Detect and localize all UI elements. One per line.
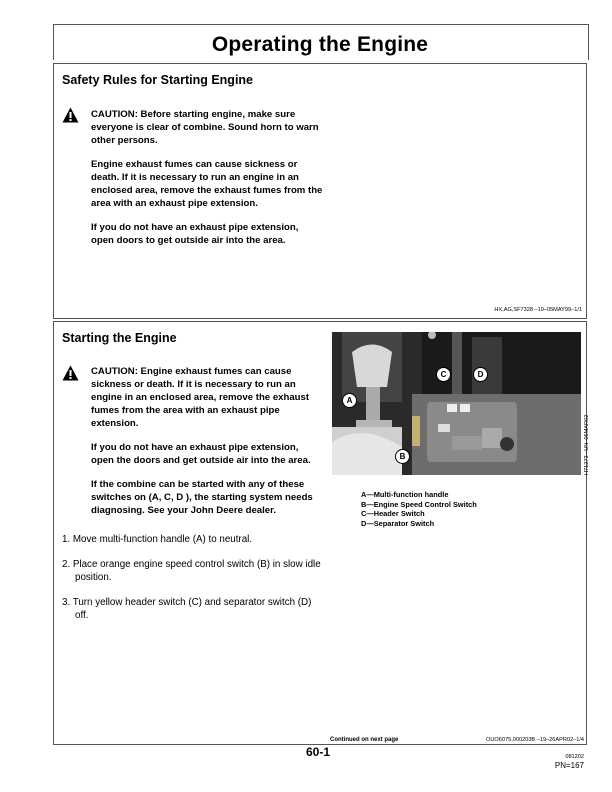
legend-item: B—Engine Speed Control Switch [361, 499, 477, 509]
callout-b: B [395, 449, 410, 464]
section-heading-starting: Starting the Engine [62, 331, 177, 345]
warning-triangle-icon [62, 107, 79, 123]
date-code: 081202 [565, 754, 584, 760]
caution-paragraph: If you do not have an exhaust pipe extension, open doors to get outside air into the area. [91, 222, 299, 246]
caution-paragraph: If the combine can be started with any of these switches on (A, C, D ), the starting system needs diagnosing. See your John Deere dealer. [91, 479, 313, 516]
callout-d: D [473, 367, 488, 382]
cab-controls-photo [332, 332, 581, 475]
reference-code: HX,AG,SF7328 –19–05MAY99–1/1 [494, 307, 582, 313]
caution-text-starting [91, 365, 323, 528]
caution-paragraph: If you do not have an exhaust pipe extension, open the doors and get outside air into the area. [91, 442, 311, 466]
page-number: 60-1 [306, 745, 331, 759]
steps-list [62, 533, 324, 634]
section-heading-safety: Safety Rules for Starting Engine [62, 73, 254, 87]
cab-controls-illustration [332, 332, 581, 475]
reference-code: OUO6075,000203B –19–26APR02–1/4 [486, 737, 584, 743]
list-item: 1. Move multi-function handle (A) to neutral. [62, 534, 253, 545]
list-item: 2. Place orange engine speed control switch (B) in slow idle position. [62, 559, 321, 583]
part-number: PN=167 [554, 761, 584, 770]
figure-legend [361, 490, 477, 528]
warning-triangle-icon [62, 365, 79, 381]
page-title: Operating the Engine [211, 33, 429, 56]
legend-item: C—Header Switch [361, 509, 425, 519]
caution-paragraph: CAUTION: Before starting engine, make sure everyone is clear of combine. Sound horn to warn other persons. [91, 109, 319, 146]
caution-text-safety [91, 108, 323, 258]
callout-c: C [436, 367, 451, 382]
photo-id: H71273 –UN–05MAR02 [584, 414, 590, 475]
callout-a: A [342, 393, 357, 408]
legend-item: D—Separator Switch [361, 518, 435, 528]
continued-note: Continued on next page [330, 737, 399, 743]
caution-paragraph: CAUTION: Engine exhaust fumes can cause sickness or death. If it is necessary to run an engine in an enclosed area, remove the exhaust fumes from the area with an exhaust pipe extension. [91, 366, 310, 429]
caution-paragraph: Engine exhaust fumes can cause sickness or death. If it is necessary to run an engine in an enclosed area, remove the exhaust fumes from the area with an exhaust pipe extension. [91, 159, 323, 209]
list-item: 3. Turn yellow header switch (C) and separator switch (D) off. [62, 597, 312, 621]
legend-item: A—Multi-function handle [361, 490, 449, 499]
